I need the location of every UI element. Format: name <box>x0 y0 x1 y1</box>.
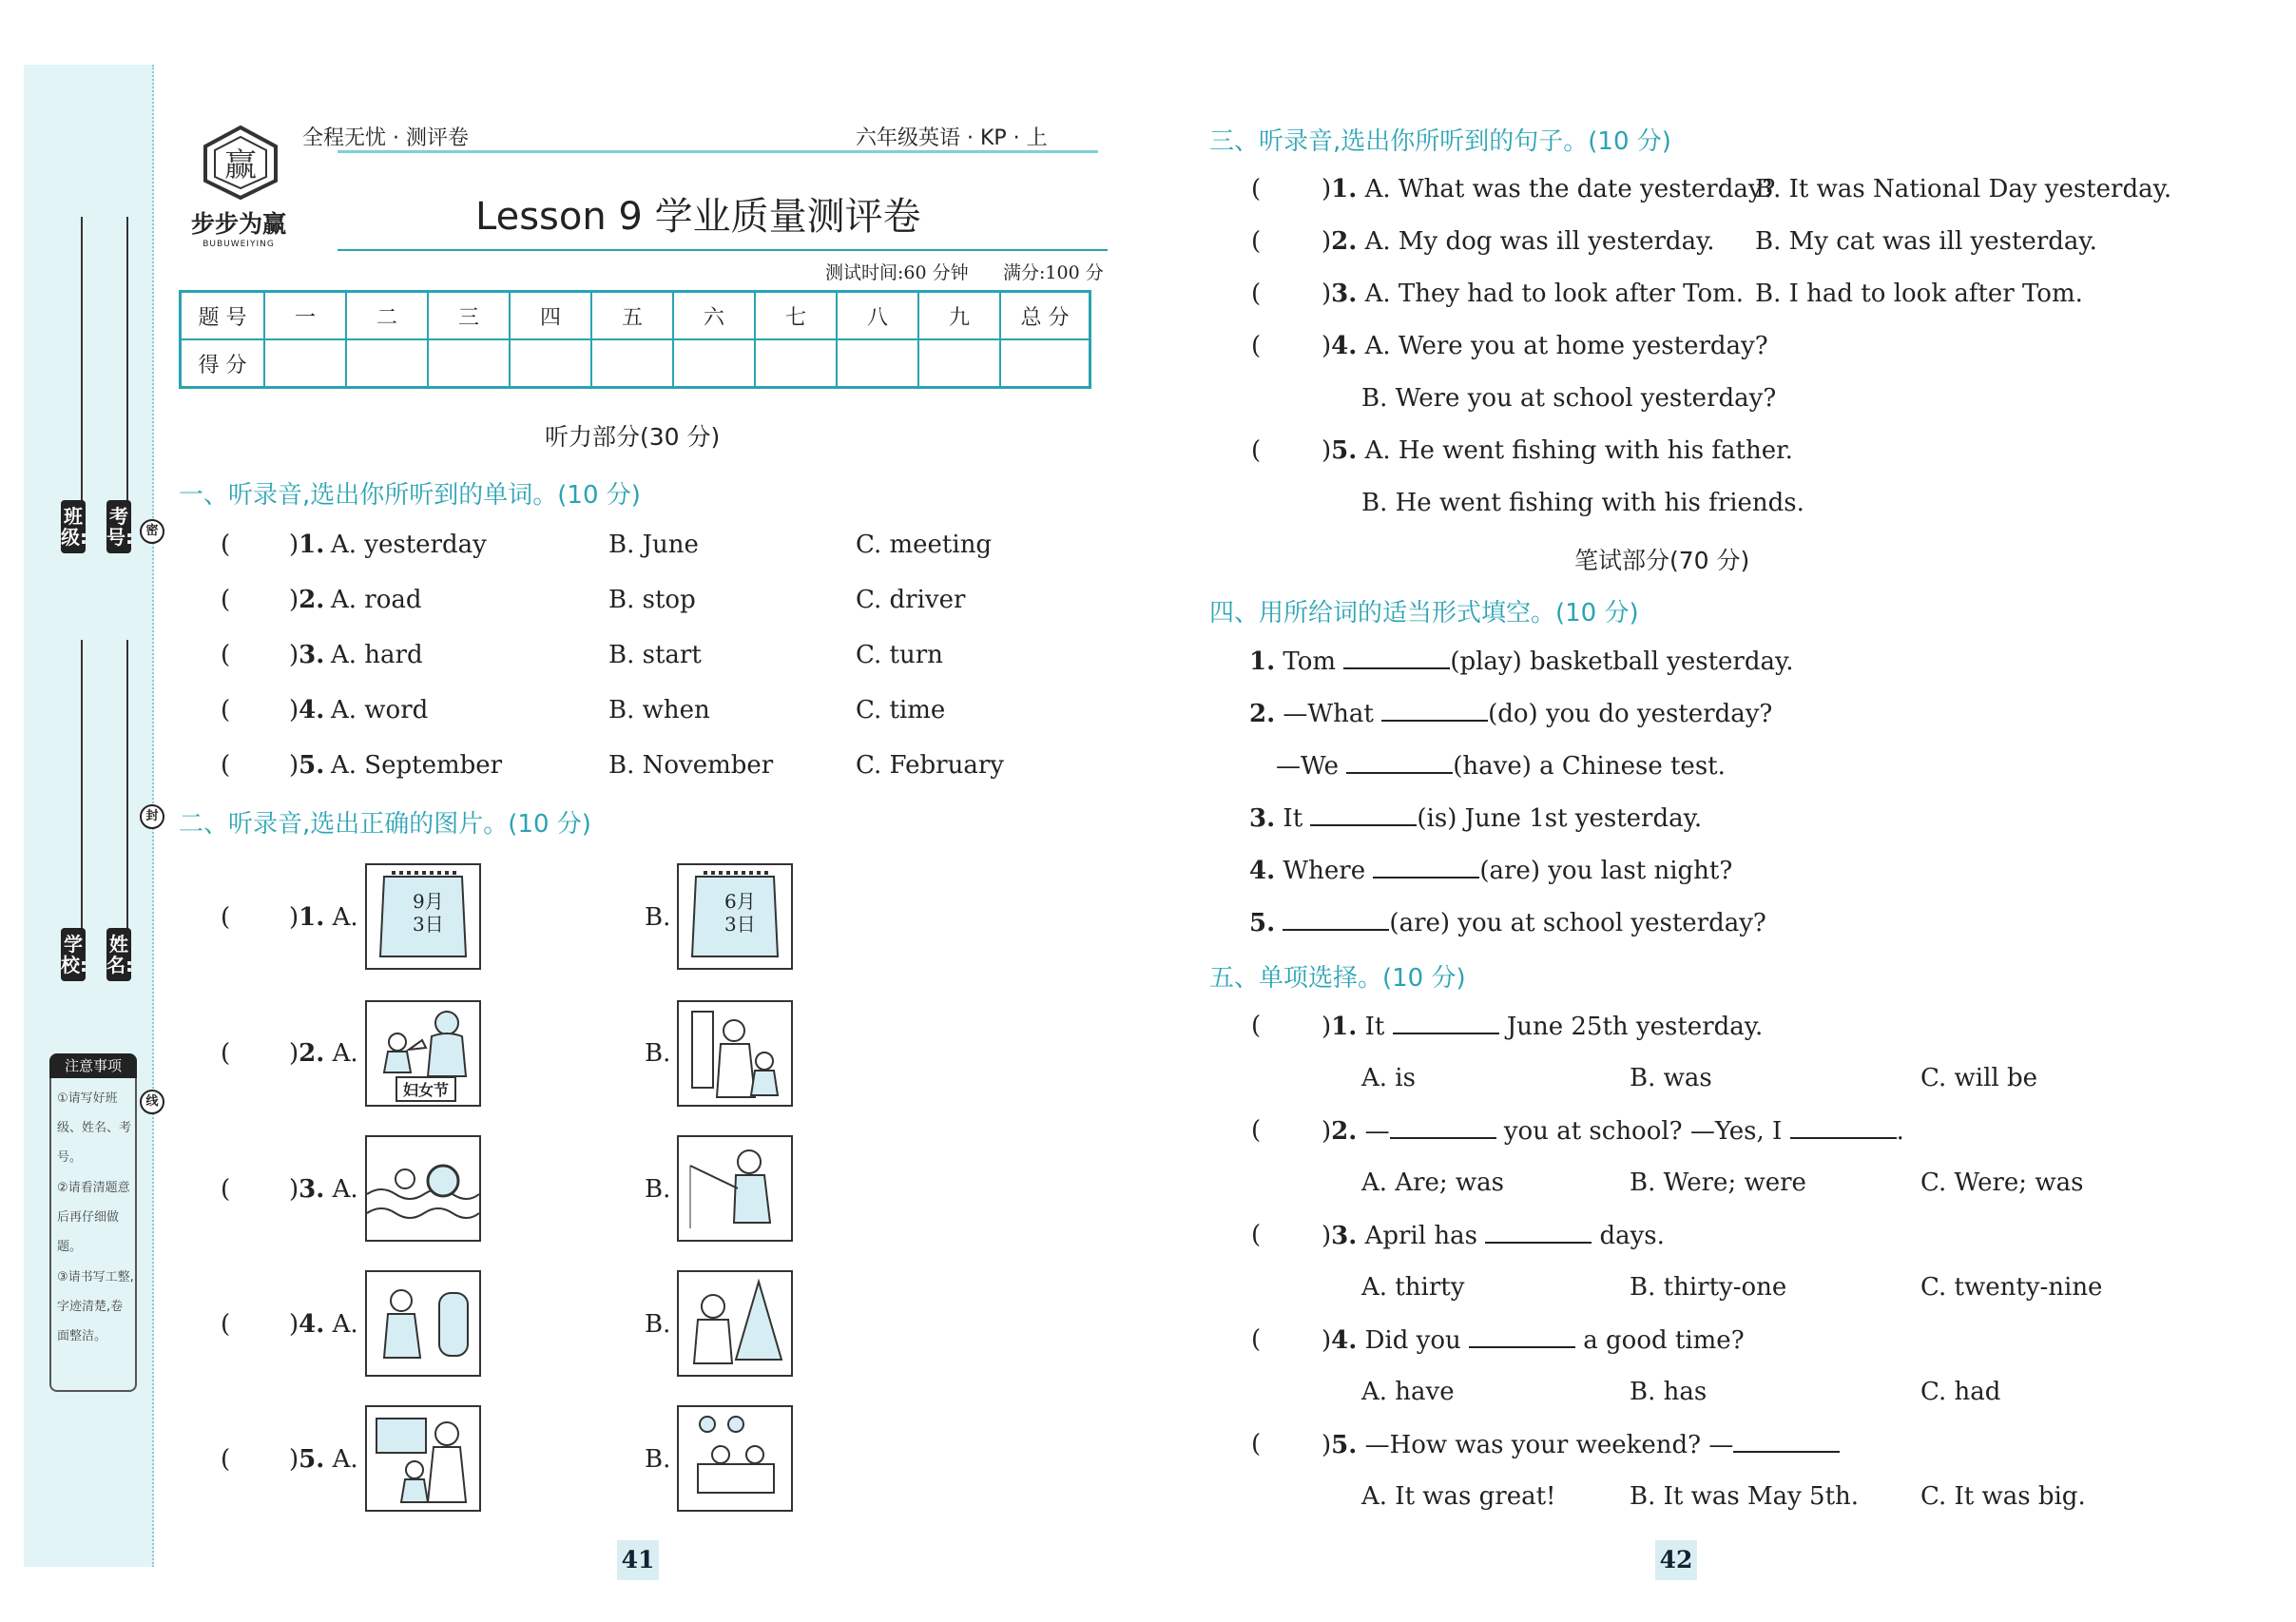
seal-mi: 密 <box>140 519 164 544</box>
section5-title: 五、单项选择。(10 分) <box>1209 964 1466 993</box>
score-table-cell: 四 <box>510 292 591 340</box>
option-c: C. It was big. <box>1920 1482 2086 1511</box>
grade-label: 六年级英语 · KP · 上 <box>856 126 1048 150</box>
notice-box <box>49 1053 137 1392</box>
score-table-score-row <box>181 339 1090 388</box>
item-number: 3. <box>1331 280 1358 308</box>
item-number: 5. <box>1249 909 1276 937</box>
option-b-label: B. <box>645 903 671 932</box>
brand-logo-icon <box>198 124 283 200</box>
question-pre: Did you <box>1364 1326 1461 1355</box>
fill-item <box>1249 856 1732 885</box>
question-post: June 25th yesterday. <box>1506 1013 1764 1041</box>
answer-bracket[interactable]: ( <box>221 641 231 669</box>
score-input-cell[interactable] <box>755 339 837 388</box>
option-a: A. is <box>1361 1064 1416 1092</box>
option-a-label: A. <box>332 1310 358 1339</box>
item-number: 4. <box>1331 332 1358 360</box>
option-c: C. time <box>856 696 946 724</box>
option-c: C. had <box>1920 1378 2001 1406</box>
question-pre: — <box>1364 1117 1390 1146</box>
option-a-label: A. <box>332 1445 358 1474</box>
fill-pre: Tom <box>1283 647 1337 676</box>
answer-blank[interactable] <box>1373 856 1479 879</box>
name-line <box>126 640 128 973</box>
answer-bracket[interactable]: ( <box>1251 227 1262 256</box>
name-label: 姓名: <box>106 928 131 981</box>
score-table <box>179 290 1091 389</box>
page-title: Lesson 9 学业质量测评卷 <box>475 195 921 239</box>
option-a: A. It was great! <box>1361 1482 1556 1511</box>
calendar-text: 9月 3日 <box>413 890 444 936</box>
word-hint: (are) <box>1479 857 1540 885</box>
answer-bracket[interactable]: ( <box>1251 1221 1262 1249</box>
item-number: 2. <box>299 1039 325 1068</box>
fill-pre: —What <box>1283 700 1374 728</box>
score-input-cell[interactable] <box>673 339 755 388</box>
item-number: 3. <box>299 641 325 669</box>
item-number: 5. <box>299 1445 325 1474</box>
word-hint: (do) <box>1488 700 1538 728</box>
fill-pre: It <box>1283 804 1303 833</box>
item-number: 1. <box>1249 647 1276 676</box>
notice-item-1: ①请写好班级、姓名、考号。 <box>57 1091 132 1165</box>
brand-name: 步步为赢 <box>190 210 286 238</box>
section1-title: 一、听录音,选出你所听到的单词。(10 分) <box>179 481 641 510</box>
answer-bracket[interactable]: ( <box>221 1310 231 1339</box>
score-table-cell: 八 <box>837 292 918 340</box>
picture-option[interactable] <box>365 1405 481 1512</box>
option-a: A. Are; was <box>1361 1168 1505 1197</box>
option-c: C. twenty-nine <box>1920 1273 2103 1302</box>
option-b: B. November <box>608 751 774 780</box>
option-b: B. I had to look after Tom. <box>1755 280 2083 308</box>
fill-item <box>1249 908 1766 937</box>
option-c: C. will be <box>1920 1064 2037 1092</box>
spring-festival-picture-icon <box>679 1407 791 1510</box>
fill-pre: —We <box>1276 752 1339 781</box>
score-table-header-row <box>181 292 1090 340</box>
series-label: 全程无忧 · 测评卷 <box>302 126 469 150</box>
option-c: C. February <box>856 751 1004 780</box>
option-a: A. have <box>1361 1378 1455 1406</box>
notice-title: 注意事项 <box>49 1053 137 1078</box>
picture-option[interactable] <box>677 1270 793 1377</box>
score-input-cell[interactable] <box>428 339 510 388</box>
fill-pre: Where <box>1283 857 1366 885</box>
womens-day-sign: 妇女节 <box>396 1076 456 1102</box>
option-a: A. He went fishing with his father. <box>1364 436 1793 465</box>
picture-option[interactable] <box>677 1405 793 1512</box>
picture-option[interactable] <box>677 1135 793 1242</box>
option-a: A. What was the date yesterday? <box>1364 175 1776 203</box>
answer-bracket[interactable]: ( <box>1251 1325 1262 1354</box>
answer-bracket[interactable]: ( <box>221 1175 231 1204</box>
option-a: A. yesterday <box>331 531 487 559</box>
option-c: C. Were; was <box>1920 1168 2084 1197</box>
answer-bracket[interactable]: ( <box>1251 1012 1262 1040</box>
answer-blank <box>1390 1116 1496 1139</box>
item-number: 1. <box>1331 1013 1358 1041</box>
word-hint: (play) <box>1450 647 1522 676</box>
answer-bracket[interactable]: ( <box>1251 332 1262 360</box>
title-underline <box>338 249 1108 251</box>
item-number: 2. <box>1331 227 1358 256</box>
score-info: 满分:100 分 <box>1003 262 1104 283</box>
option-b: B. June <box>608 531 699 559</box>
score-table-cell: 五 <box>591 292 673 340</box>
answer-bracket[interactable]: ( <box>1251 175 1262 203</box>
option-a: A. thirty <box>1361 1273 1465 1302</box>
exam-no-line <box>126 217 128 540</box>
answer-bracket[interactable]: ( <box>221 751 231 780</box>
svg-text:赢: 赢 <box>224 146 257 184</box>
notice-item-3: ③请书写工整,字迹清楚,卷面整洁。 <box>57 1270 134 1343</box>
item-number: 4. <box>299 696 325 724</box>
answer-bracket[interactable]: ( <box>221 903 231 932</box>
score-table-cell: 二 <box>346 292 428 340</box>
fill-item <box>1276 751 1726 781</box>
class-label: 班级: <box>61 500 86 553</box>
writing-part-title: 笔试部分(70 分) <box>1574 547 1750 574</box>
fill-post: basketball yesterday. <box>1530 647 1794 676</box>
section3-title: 三、听录音,选出你所听到的句子。(10 分) <box>1209 127 1671 156</box>
score-input-cell[interactable] <box>264 339 346 388</box>
item-number: 4. <box>1331 1326 1358 1355</box>
item-number: 5. <box>1331 436 1358 465</box>
school-line <box>81 640 83 973</box>
item-number: 1. <box>299 531 325 559</box>
score-table-cell: 一 <box>264 292 346 340</box>
score-input-cell[interactable] <box>918 339 1000 388</box>
score-table-cell: 六 <box>673 292 755 340</box>
answer-blank[interactable] <box>1310 803 1417 826</box>
option-b: B. has <box>1630 1378 1708 1406</box>
school-label: 学校: <box>61 928 86 981</box>
score-input-cell[interactable] <box>1000 339 1090 388</box>
word-hint: (is) <box>1417 804 1457 833</box>
fill-post: June 1st yesterday. <box>1464 804 1703 833</box>
answer-blank[interactable] <box>1283 908 1389 931</box>
fishing-picture-icon <box>679 1137 791 1240</box>
answer-blank <box>1393 1012 1499 1034</box>
mothers-day-picture-icon <box>367 1407 479 1510</box>
option-b: B. My cat was ill yesterday. <box>1755 227 2097 256</box>
notice-item-2: ②请看清题意后再仔细做题。 <box>57 1181 130 1254</box>
item-number: 2. <box>1249 700 1276 728</box>
score-input-cell[interactable] <box>837 339 918 388</box>
answer-blank <box>1469 1325 1575 1348</box>
question-mid: you at school? —Yes, I <box>1503 1117 1783 1146</box>
seal-feng: 封 <box>140 804 164 829</box>
item-number: 4. <box>299 1310 325 1339</box>
score-table-cell: 总 分 <box>1000 292 1090 340</box>
option-a: A. hard <box>331 641 423 669</box>
page-number-right: 42 <box>1655 1540 1697 1580</box>
option-a-label: A. <box>332 1175 358 1204</box>
answer-bracket[interactable]: ( <box>221 1445 231 1474</box>
option-b-label: B. <box>645 1445 671 1474</box>
picture-option[interactable] <box>365 863 481 970</box>
fill-post: you at school yesterday? <box>1457 909 1766 937</box>
answer-blank <box>1733 1430 1840 1453</box>
option-b: B. stop <box>608 586 696 614</box>
item-number: 5. <box>299 751 325 780</box>
answer-blank[interactable] <box>1346 751 1453 774</box>
item-number: 3. <box>1249 804 1276 833</box>
option-b-label: B. <box>645 1175 671 1204</box>
class-line <box>81 217 83 540</box>
option-a: A. September <box>331 751 503 780</box>
picture-option[interactable] <box>365 1270 481 1377</box>
score-table-cell: 三 <box>428 292 510 340</box>
teachers-day-picture-icon <box>679 1002 791 1105</box>
item-number: 5. <box>1331 1431 1358 1459</box>
answer-bracket[interactable]: ( <box>221 531 231 559</box>
question-post: . <box>1896 1117 1904 1146</box>
question-pre: April has <box>1364 1222 1477 1250</box>
option-a-label: A. <box>332 903 358 932</box>
listening-part-title: 听力部分(30 分) <box>545 423 721 451</box>
header-line <box>338 150 1098 153</box>
option-b: B. It was May 5th. <box>1630 1482 1860 1511</box>
time-info: 测试时间:60 分钟 <box>825 262 969 283</box>
option-b: B. Were you at school yesterday? <box>1361 384 1777 413</box>
fill-post: you do yesterday? <box>1545 700 1773 728</box>
brand-logo <box>186 124 291 249</box>
girl-at-window-picture-icon <box>367 1272 479 1375</box>
answer-bracket[interactable]: ( <box>1251 436 1262 465</box>
brand-pinyin: BUBUWEIYING <box>203 240 275 249</box>
fill-post: you last night? <box>1548 857 1733 885</box>
question-pre: —How was your weekend? — <box>1364 1431 1734 1459</box>
swimming-picture-icon <box>367 1137 479 1240</box>
option-b: B. start <box>608 641 702 669</box>
item-number: 3. <box>1331 1222 1358 1250</box>
option-a: A. My dog was ill yesterday. <box>1364 227 1715 256</box>
score-table-cell: 九 <box>918 292 1000 340</box>
option-a-label: A. <box>332 1039 358 1068</box>
item-number: 4. <box>1249 857 1276 885</box>
exam-no-label: 考号: <box>106 500 131 553</box>
answer-bracket[interactable]: ( <box>1251 280 1262 308</box>
answer-bracket[interactable]: ( <box>221 586 231 614</box>
fill-item <box>1249 699 1772 728</box>
option-b-label: B. <box>645 1039 671 1068</box>
item-number: 2. <box>299 586 325 614</box>
option-b: B. was <box>1630 1064 1712 1092</box>
option-a: A. word <box>331 696 429 724</box>
answer-bracket[interactable]: ( <box>221 696 231 724</box>
score-table-cell: 题 号 <box>181 292 265 340</box>
seal-xian: 线 <box>140 1090 164 1114</box>
picture-option[interactable] <box>677 1000 793 1107</box>
item-number: 2. <box>1331 1117 1358 1146</box>
fill-item <box>1249 803 1702 833</box>
answer-blank <box>1790 1116 1897 1139</box>
item-number: 1. <box>299 903 325 932</box>
score-row-label: 得 分 <box>181 339 265 388</box>
option-c: C. meeting <box>856 531 993 559</box>
fill-post: a Chinese test. <box>1539 752 1726 781</box>
score-input-cell[interactable] <box>510 339 591 388</box>
picture-option[interactable] <box>677 863 793 970</box>
answer-bracket[interactable]: ( <box>1251 1430 1262 1458</box>
picture-option[interactable] <box>365 1135 481 1242</box>
picture-option[interactable] <box>365 1000 481 1107</box>
answer-blank <box>1485 1221 1592 1244</box>
page-number-left: 41 <box>617 1540 659 1580</box>
answer-bracket[interactable]: ( <box>1251 1116 1262 1145</box>
option-a: A. They had to look after Tom. <box>1364 280 1745 308</box>
score-input-cell[interactable] <box>591 339 673 388</box>
answer-blank[interactable] <box>1343 647 1450 669</box>
option-a: A. Were you at home yesterday? <box>1364 332 1768 360</box>
answer-bracket[interactable]: ( <box>221 1039 231 1068</box>
calendar-text: 6月 3日 <box>724 890 756 936</box>
question-post: a good time? <box>1583 1326 1745 1355</box>
section2-title: 二、听录音,选出正确的图片。(10 分) <box>179 810 591 839</box>
score-table-cell: 七 <box>755 292 837 340</box>
answer-blank[interactable] <box>1381 699 1488 722</box>
question-post: days. <box>1599 1222 1665 1250</box>
christmas-picture-icon <box>679 1272 791 1375</box>
word-hint: (have) <box>1453 752 1532 781</box>
option-b: B. thirty-one <box>1630 1273 1787 1302</box>
question-pre: It <box>1364 1013 1385 1041</box>
option-c: C. turn <box>856 641 943 669</box>
word-hint: (are) <box>1389 909 1451 937</box>
item-number: 3. <box>299 1175 325 1204</box>
option-b: B. He went fishing with his friends. <box>1361 489 1804 517</box>
option-b-label: B. <box>645 1310 671 1339</box>
option-b: B. It was National Day yesterday. <box>1755 175 2172 203</box>
option-b: B. Were; were <box>1630 1168 1806 1197</box>
section4-title: 四、用所给词的适当形式填空。(10 分) <box>1209 599 1639 628</box>
fill-item <box>1249 647 1793 676</box>
score-input-cell[interactable] <box>346 339 428 388</box>
option-b: B. when <box>608 696 710 724</box>
item-number: 1. <box>1331 175 1358 203</box>
option-a: A. road <box>331 586 422 614</box>
option-c: C. driver <box>856 586 966 614</box>
